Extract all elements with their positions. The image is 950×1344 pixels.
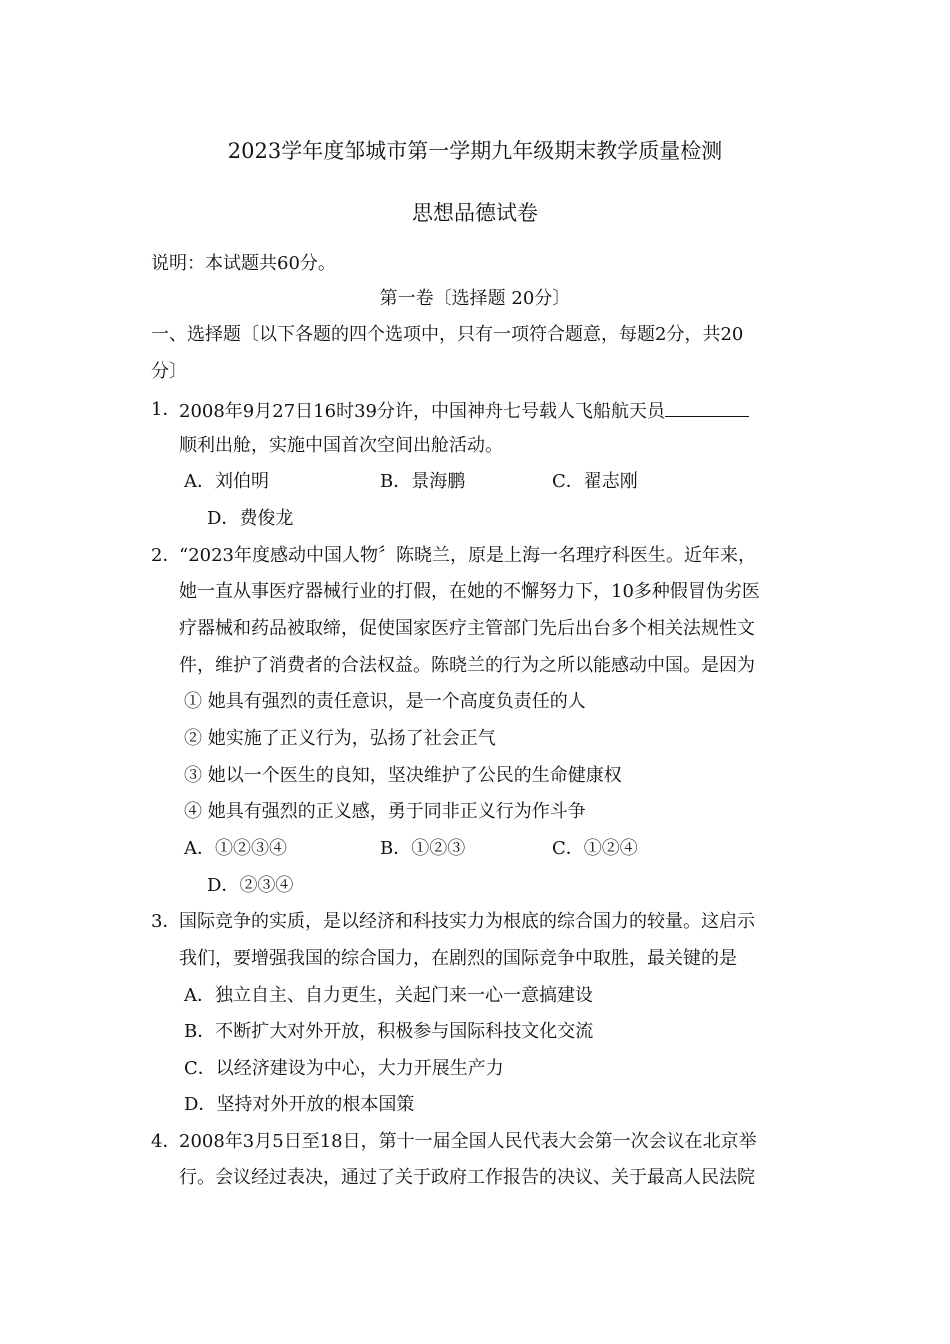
answer-blank	[665, 398, 749, 417]
option-c: C．翟志刚	[552, 471, 638, 492]
option-d: D．坚持对外开放的根本国策	[184, 1094, 415, 1115]
statement-item: ④ 她具有强烈的正义感，勇于同非正义行为作斗争	[184, 801, 586, 822]
page-subtitle: 思想品德试卷	[412, 201, 538, 225]
question-stem-line: “2023年度感动中国人物〞陈晓兰，原是上海一名理疗科医生。近年来，	[179, 545, 757, 566]
instruction-line: 一、选择题〔以下各题的四个选项中，只有一项符合题意，每题2分，共20	[151, 324, 744, 345]
question-number: 3．	[151, 911, 181, 932]
section-heading: 第一卷〔选择题 20分〕	[379, 288, 571, 309]
page-title: 2023学年度邹城市第一学期九年级期末教学质量检测	[227, 139, 723, 163]
option-d: D．②③④	[207, 875, 294, 896]
option-a: A．刘伯明	[184, 471, 269, 492]
question-stem-line: 疗器械和药品被取缔，促使国家医疗主管部门先后出台多个相关法规性文	[179, 618, 755, 639]
option-a: A．①②③④	[184, 838, 287, 859]
question-number: 2．	[151, 545, 181, 566]
question-stem-line: 她一直从事医疗器械行业的打假，在她的不懈努力下，10多种假冒伪劣医	[179, 581, 760, 602]
option-c: C．①②④	[552, 838, 638, 859]
option-b: B．不断扩大对外开放，积极参与国际科技文化交流	[184, 1021, 594, 1042]
option-b: B．景海鹏	[380, 471, 466, 492]
question-stem-line: 我们，要增强我国的综合国力，在剧烈的国际竞争中取胜，最关键的是	[179, 948, 737, 969]
question-stem-line: 顺利出舱，实施中国首次空间出舱活动。	[179, 435, 503, 456]
option-d: D．费俊龙	[207, 508, 294, 529]
exam-note: 说明：本试题共60分。	[151, 253, 336, 274]
question-stem-line: 国际竞争的实质，是以经济和科技实力为根底的综合国力的较量。这启示	[179, 911, 755, 932]
statement-item: ① 她具有强烈的责任意识，是一个高度负责任的人	[184, 691, 586, 712]
option-a: A．独立自主、自力更生，关起门来一心一意搞建设	[184, 985, 593, 1006]
question-stem-line: 2008年9月27日16时39分许，中国神舟七号载人飞船航天员	[179, 398, 749, 424]
question-stem-line: 2008年3月5日至18日，第十一届全国人民代表大会第一次会议在北京举	[179, 1131, 757, 1152]
option-b: B．①②③	[380, 838, 466, 859]
option-c: C．以经济建设为中心，大力开展生产力	[184, 1058, 504, 1079]
statement-item: ② 她实施了正义行为，弘扬了社会正气	[184, 728, 496, 749]
question-number: 1．	[151, 399, 181, 420]
question-stem-line: 行。会议经过表决，通过了关于政府工作报告的决议、关于最高人民法院	[179, 1167, 755, 1188]
question-number: 4．	[151, 1131, 181, 1152]
question-stem-line: 件，维护了消费者的合法权益。陈晓兰的行为之所以能感动中国。是因为	[179, 655, 755, 676]
statement-item: ③ 她以一个医生的良知，坚决维护了公民的生命健康权	[184, 765, 622, 786]
instruction-line: 分〕	[151, 361, 187, 382]
